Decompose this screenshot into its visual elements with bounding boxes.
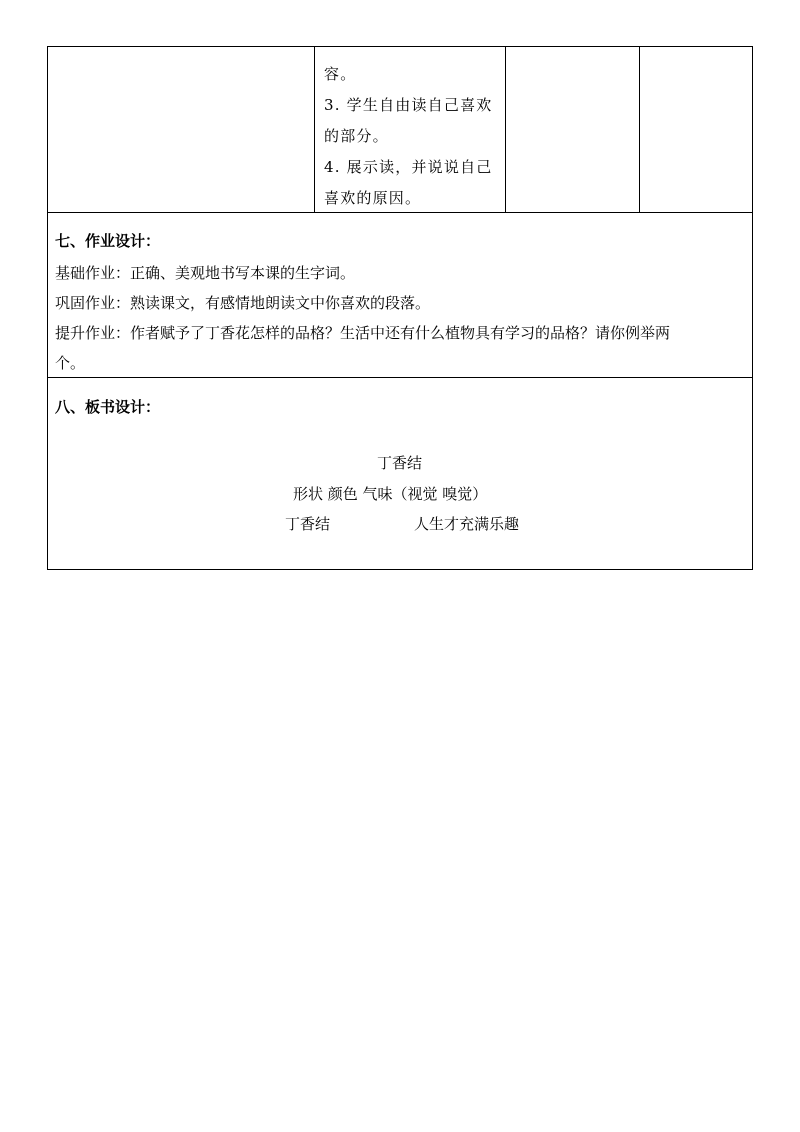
activity-line: 容。 bbox=[324, 65, 357, 83]
homework-line-advanced: 提升作业：作者赋予了丁香花怎样的品格？生活中还有什么植物具有学习的品格？请你例举两 bbox=[55, 324, 671, 342]
column-divider bbox=[505, 47, 506, 213]
activity-line: 4. 展示读，并说说自己 bbox=[324, 158, 493, 176]
homework-line-basic: 基础作业：正确、美观地书写本课的生字词。 bbox=[55, 264, 356, 282]
homework-line-advanced-cont: 个。 bbox=[55, 354, 86, 372]
activity-line: 的部分。 bbox=[324, 127, 389, 145]
blackboard-section bbox=[48, 378, 752, 570]
column-divider bbox=[639, 47, 640, 213]
activity-line: 喜欢的原因。 bbox=[324, 189, 422, 207]
activity-line: 3. 学生自由读自己喜欢 bbox=[324, 96, 493, 114]
column-divider bbox=[314, 47, 315, 213]
homework-section bbox=[48, 213, 752, 378]
blackboard-center-title: 丁香结 bbox=[377, 454, 423, 472]
blackboard-senses-line: 形状 颜色 气味（视觉 嗅觉） bbox=[293, 485, 488, 503]
blackboard-bottom-left: 丁香结 bbox=[285, 515, 331, 533]
homework-title: 七、作业设计： bbox=[55, 232, 161, 250]
homework-line-consolidate: 巩固作业：熟读课文，有感情地朗读文中你喜欢的段落。 bbox=[55, 294, 431, 312]
homework-list bbox=[55, 258, 745, 378]
blackboard-bottom-right: 人生才充满乐趣 bbox=[414, 515, 520, 533]
student-activity-cell bbox=[324, 59, 504, 214]
blackboard-title: 八、板书设计： bbox=[55, 398, 161, 416]
lesson-plan-table bbox=[47, 46, 753, 570]
continuation-row bbox=[48, 47, 752, 213]
